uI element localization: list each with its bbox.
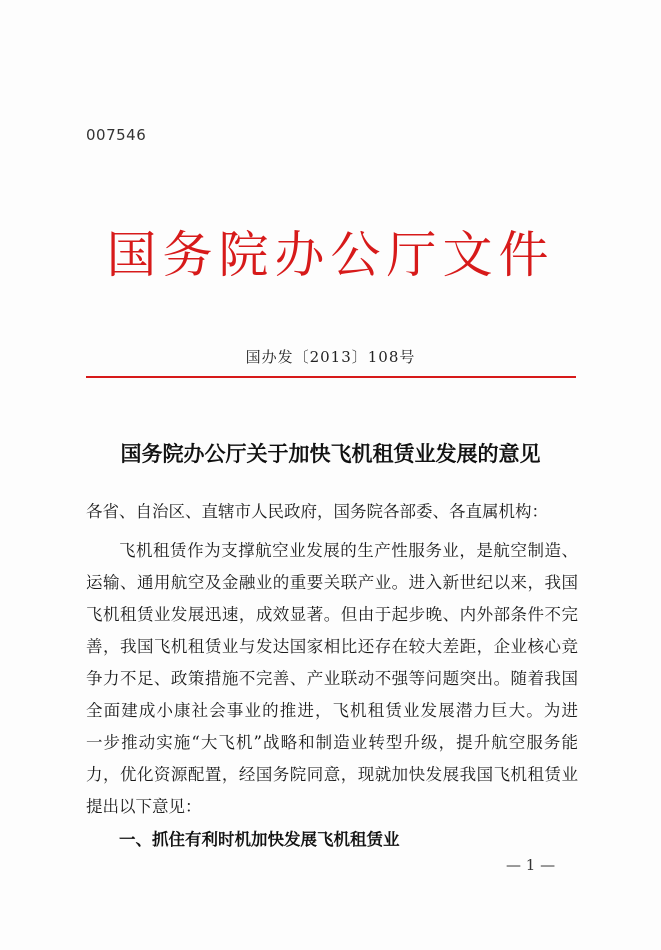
red-divider <box>86 376 576 378</box>
document-title: 国务院办公厅关于加快飞机租赁业发展的意见 <box>120 441 541 466</box>
body-line: 争力不足、政策措施不完善、产业联动不强等问题突出。随着我国 <box>86 669 578 688</box>
document-number: 国办发〔2013〕108号 <box>245 348 416 366</box>
addressee-line: 各省、自治区、直辖市人民政府，国务院各部委、各直属机构： <box>86 502 548 521</box>
red-header-title: 国务院办公厅文件 <box>106 226 555 284</box>
body-line: 运输、通用航空及金融业的重要关联产业。进入新世纪以来，我国 <box>86 573 578 592</box>
body-line: 一步推动实施“大飞机”战略和制造业转型升级，提升航空服务能 <box>86 733 578 752</box>
body-line: 善，我国飞机租赁业与发达国家相比还存在较大差距，企业核心竞 <box>86 637 578 656</box>
body-line: 飞机租赁业发展迅速，成效显著。但由于起步晚、内外部条件不完 <box>86 605 578 624</box>
page-number: — 1 — <box>506 856 556 874</box>
section-heading: 一、抓住有利时机加快发展飞机租赁业 <box>119 830 400 849</box>
body-line: 全面建成小康社会事业的推进，飞机租赁业发展潜力巨大。为进 <box>86 701 578 720</box>
body-line: 力，优化资源配置，经国务院同意，现就加快发展我国飞机租赁业 <box>86 765 578 784</box>
serial-number: 007546 <box>86 126 147 144</box>
body-line: 提出以下意见： <box>86 797 202 816</box>
body-line: 飞机租赁作为支撑航空业发展的生产性服务业，是航空制造、 <box>119 541 578 560</box>
